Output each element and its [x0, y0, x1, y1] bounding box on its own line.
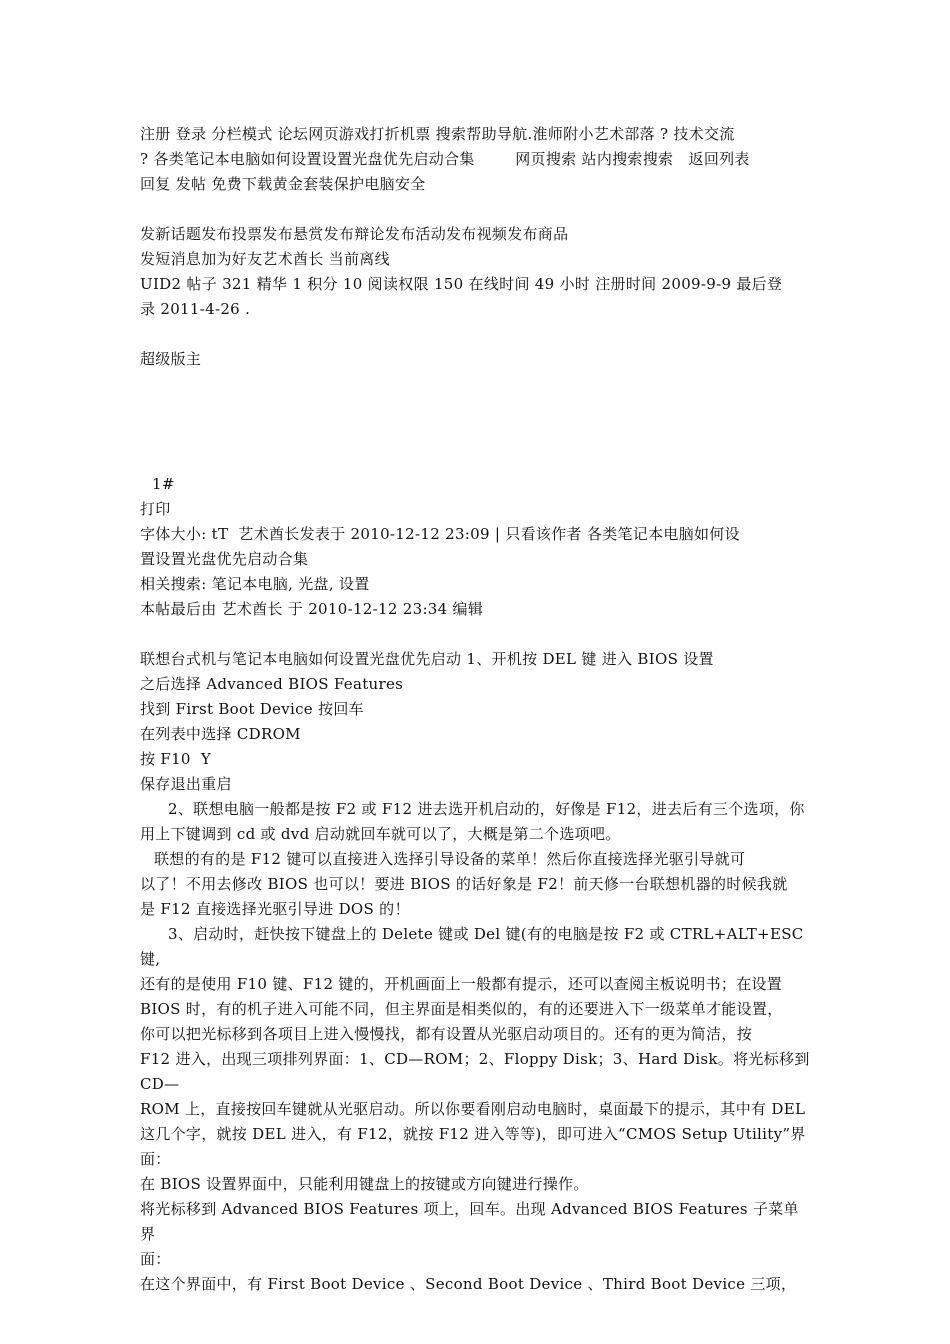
nav-line[interactable]: ? 各类笔记本电脑如何设置设置光盘优先启动合集 网页搜索 站内搜索搜索 返回列表 [140, 150, 750, 168]
author-profile [140, 272, 812, 372]
paragraph-2: 用上下键调到 cd 或 dvd 启动就回车就可以了，大概是第二个选项吧。 [140, 825, 621, 843]
author-role: 超级版主 [140, 350, 202, 368]
related-search[interactable]: 相关搜索: 笔记本电脑, 光盘, 设置 [140, 575, 370, 593]
body-tail-line: 在 BIOS 设置界面中，只能利用键盘上的按键或方向键进行操作。 [140, 1175, 589, 1193]
post-meta: 置设置光盘优先启动合集 [140, 550, 309, 568]
nav-line[interactable]: 回复 发帖 免费下载黄金套装保护电脑安全 [140, 175, 426, 193]
paragraph-4: 你可以把光标移到各项目上进入慢慢找，都有设置从光驱启动项目的。还有的更为简洁，按 [140, 1025, 753, 1043]
nav-line[interactable]: 注册 登录 分栏模式 论坛网页游戏打折机票 搜索帮助导航.淮师附小艺术部落 ? 技术交流 [140, 125, 735, 143]
paragraph-4: ROM 上，直接按回车键就从光驱启动。所以你要看刚启动电脑时，桌面最下的提示，其中有 DEL [140, 1100, 806, 1118]
new-post-links[interactable]: 发新话题发布投票发布悬赏发布辩论发布活动发布视频发布商品 [140, 225, 569, 243]
body-line: 之后选择 Advanced BIOS Features [140, 675, 404, 693]
paragraph-3: 以了！不用去修改 BIOS 也可以！要进 BIOS 的话好象是 F2！前天修一台联想机器的时候我就 [140, 875, 788, 893]
body-tail-line: 将光标移到 Advanced BIOS Features 项上，回车。出现 Advanced BIOS Features 子菜单界 [140, 1200, 799, 1243]
paragraph-4: 还有的是使用 F10 键、F12 键的，开机画面上一般都有提示，还可以查阅主板说明书；在设置 [140, 975, 783, 993]
body-line: 按 F10 Y [140, 750, 212, 768]
author-stats: UID2 帖子 321 精华 1 积分 10 阅读权限 150 在线时间 49 小时 注册时间 2009-9-9 最后登 [140, 275, 783, 293]
post-body [140, 647, 815, 1297]
print-link[interactable]: 打印 [140, 500, 171, 518]
paragraph-2: 2、联想电脑一般都是按 F2 或 F12 进去选开机启动的，好像是 F12，进去后有三个选项，你 [168, 800, 805, 818]
body-line: 保存退出重启 [140, 775, 232, 793]
body-line: 联想台式机与笔记本电脑如何设置光盘优先启动 1、开机按 DEL 键 进入 BIOS 设置 [140, 650, 714, 668]
paragraph-4: 3、启动时，赶快按下键盘上的 Delete 键或 Del 键(有的电脑是按 F2 或 CTRL+ALT+ESC 键, [140, 925, 809, 968]
paragraph-4: F12 进入，出现三项排列界面：1、CD—ROM；2、Floppy Disk；3、Hard Disk。将光标移到 CD— [140, 1050, 815, 1093]
post-meta: 字体大小: tT 艺术酋长发表于 2010-12-12 23:09 | 只看该作者 各类笔记本电脑如何设 [140, 525, 740, 543]
paragraph-4: 面： [140, 1150, 171, 1168]
body-line: 找到 First Boot Device 按回车 [140, 700, 364, 718]
paragraph-4: BIOS 时，有的机子进入可能不同，但主界面是相类似的，有的还要进入下一级菜单才能设置， [140, 1000, 783, 1018]
post-actions [140, 222, 812, 272]
floor-number: 1# [152, 475, 175, 493]
post-header [140, 472, 812, 622]
body-tail-line: 在这个界面中，有 First Boot Device 、Second Boot Device 、Third Boot Device 三项， [140, 1275, 797, 1293]
body-line: 在列表中选择 CDROM [140, 725, 301, 743]
edit-note: 本帖最后由 艺术酋长 于 2010-12-12 23:34 编辑 [140, 600, 484, 618]
body-tail-line: 面： [140, 1250, 171, 1268]
author-stats: 录 2011-4-26 . [140, 300, 251, 318]
forum-nav [140, 122, 812, 197]
paragraph-3: 是 F12 直接选择光驱引导进 DOS 的！ [140, 900, 410, 918]
user-actions[interactable]: 发短消息加为好友艺术酋长 当前离线 [140, 250, 390, 268]
paragraph-4: 这几个字，就按 DEL 进入，有 F12，就按 F12 进入等等)，即可进入“CMOS Setup Utility”界 [140, 1125, 806, 1143]
post-content [140, 122, 815, 1297]
paragraph-3: 联想的有的是 F12 键可以直接进入选择引导设备的菜单！然后你直接选择光驱引导就可 [154, 850, 746, 868]
